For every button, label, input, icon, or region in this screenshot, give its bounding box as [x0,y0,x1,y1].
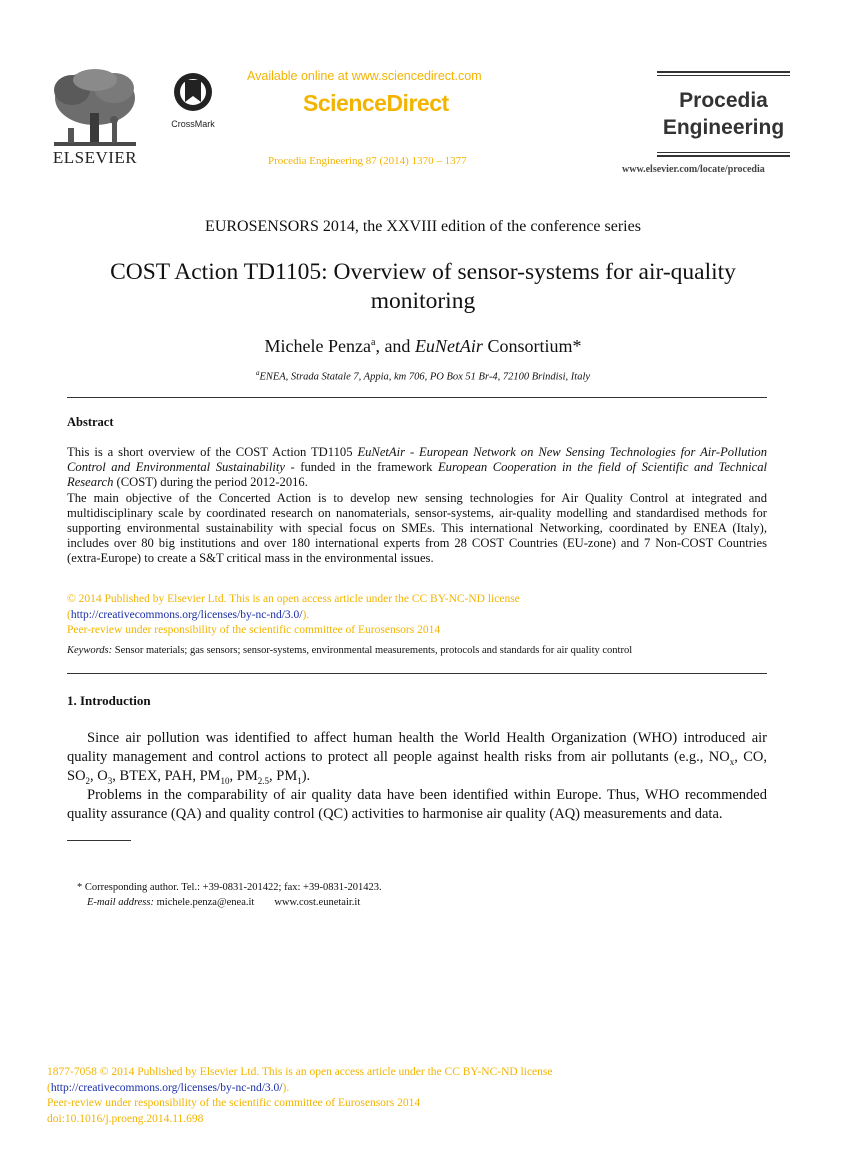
author-connector: , and [375,336,415,356]
author-affil-marker: a [370,337,376,348]
footnote-line-2 [77,895,382,910]
abstract-p1-e: (COST) during the period 2012-2016. [113,475,308,490]
intro-sub-1: 1 [297,775,302,786]
intro-paragraph-1 [67,729,767,786]
elsevier-wordmark: ELSEVIER [52,148,138,167]
crossmark-badge[interactable] [167,72,219,129]
footnote-line-1: * Corresponding author. Tel.: +39-0831-201422; fax: +39-0831-201423. [77,882,382,893]
intro-p1-e: , PM [229,768,258,784]
abstract-p1-cost-name: European Cooperation in the field of Scientific and Technical Research [67,460,767,490]
intro-sub-25: 2.5 [257,775,269,786]
journal-url-link[interactable]: www.elsevier.com/locate/procedia [622,164,765,175]
bottom-line-3: Peer-review under responsibility of the scientific committee of Eurosensors 2014 [47,1097,421,1109]
elsevier-tree-logo-icon [50,68,140,150]
abstract-p1-c: - funded in the framework [284,460,438,475]
divider-top [67,397,767,398]
abstract-heading: Abstract [67,415,114,429]
journal-title-line1: Procedia [679,89,768,112]
keywords-text: Sensor materials; gas sensors; sensor-systems, environmental measurements, protocols and standards for air quality control [112,645,633,656]
consortium-suffix: Consortium* [482,336,582,356]
journal-citation: Procedia Engineering 87 (2014) 1370 – 1377 [268,155,467,167]
bottom-license-link[interactable]: http://creativecommons.org/licenses/by-nc-nd/3.0/ [50,1081,283,1094]
consortium-name: EuNetAir [414,336,483,356]
intro-sub-3: 3 [107,775,113,786]
bottom-paren-close: ). [282,1081,290,1094]
bottom-line-2 [47,1081,553,1097]
intro-paragraph-2: Problems in the comparability of air quality data have been identified within Europe. Thus, WHO recommended quality assurance (QA) and quality control (QC) activities to harmonise air quality (AQ) measurements and data. [67,787,767,822]
section-heading-introduction: 1. Introduction [67,693,151,708]
bottom-line-1: 1877-7058 © 2014 Published by Elsevier Ltd. This is an open access article under the CC BY-NC-ND license [47,1066,553,1078]
license-block [67,592,520,639]
sciencedirect-logo: ScienceDirect [303,90,449,116]
footnote-rule [67,840,131,841]
crossmark-label: CrossMark [171,119,215,129]
conference-name: EUROSENSORS 2014, the XXVIII edition of the conference series [205,218,641,235]
crossmark-icon [173,72,213,112]
abstract-body [67,445,767,567]
author-line [0,336,846,357]
divider-bottom [67,673,767,674]
keywords [67,645,767,656]
abstract-paragraph-2: The main objective of the Concerted Action is to develop new sensing technologies for Air Quality Control at integrated and multidisciplinary scale by coordinated research on nanomaterials, sensor-systems, air-quality modelling and standardised methods for supporting environmental sustainability with special focus on SMEs. This international Networking, coordinated by ENEA (Italy), includes over 80 big institutions and over 180 international experts from 28 COST Countries (EU-zone) and 7 Non-COST Countries (extra-Europe) to create a S&T critical mass in the environmental issues. [67,490,767,566]
affiliation-marker: a [255,369,260,377]
license-line-3: Peer-review under responsibility of the scientific committee of Eurosensors 2014 [67,624,441,637]
license-paren-close: ). [302,608,310,621]
available-online-link[interactable]: Available online at www.sciencedirect.com [247,69,482,83]
bottom-paren-open: ( [47,1081,51,1094]
intro-p1-f: , PM [269,768,298,784]
abstract-p1-action-name: EuNetAir - European Network on New Sensing Technologies for Air-Pollution Control and Environmental Sustainability [67,445,767,475]
intro-sub-x: x [729,756,735,767]
intro-p1-a: Since air pollution was identified to affect human health the World Health Organization (WHO) introduced air quality management and control actions to protect all people against health risks from air pollutants (e.g., NO [67,730,767,765]
journal-title [657,87,790,141]
author-name: Michele Penza [264,336,371,356]
introduction-body [67,729,767,824]
intro-p1-g: ). [301,768,311,784]
affiliation [0,369,846,383]
license-line-1: © 2014 Published by Elsevier Ltd. This is an open access article under the CC BY-NC-ND license [67,593,520,605]
intro-p1-b: , CO, SO [67,749,767,784]
intro-p1-c: , O [90,768,108,784]
journal-title-line2: Engineering [662,116,785,139]
intro-p1-d: , BTEX, PAH, PM [112,768,221,784]
website-link[interactable]: www.cost.eunetair.it [274,897,361,908]
license-link[interactable]: http://creativecommons.org/licenses/by-nc-nd/3.0/ [70,608,303,621]
paper-title: COST Action TD1105: Overview of sensor-systems for air-quality monitoring [110,259,736,314]
email-label: E-mail address: [87,897,154,908]
journal-rule-top [657,71,790,76]
email-link[interactable]: michele.penza@enea.it [153,897,255,908]
footnote [77,880,382,910]
license-paren-open: ( [67,608,71,621]
intro-sub-10: 10 [220,775,230,786]
keywords-label: Keywords: [67,645,113,656]
bottom-license [47,1065,553,1127]
abstract-paragraph-1 [67,445,767,491]
affiliation-text: ENEA, Strada Statale 7, Appia, km 706, PO Box 51 Br-4, 72100 Brindisi, Italy [259,371,591,383]
journal-rule-bottom [657,152,790,157]
intro-sub-2: 2 [85,775,91,786]
abstract-p1-a: This is a short overview of the COST Action TD1105 [67,445,358,459]
doi-link[interactable]: doi:10.1016/j.proeng.2014.11.698 [47,1112,204,1125]
license-line-2 [67,608,520,624]
